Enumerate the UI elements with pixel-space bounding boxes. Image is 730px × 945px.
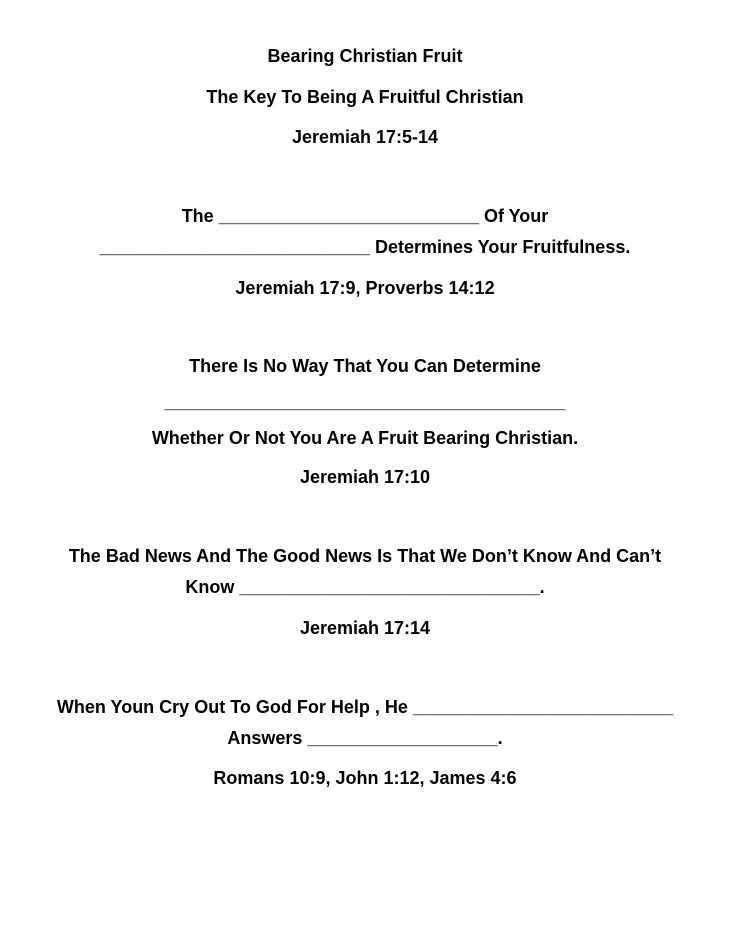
section-3-line-1: The Bad News And The Good News Is That We Don’t Know And Can’t <box>68 546 662 566</box>
section-3-reference: Jeremiah 17:14 <box>299 618 431 638</box>
section-2-reference: Jeremiah 17:10 <box>299 467 431 487</box>
section-4-reference: Romans 10:9, John 1:12, James 4:6 <box>213 768 517 788</box>
section-2-line-1: There Is No Way That You Can Determine <box>189 356 541 376</box>
section-3-line-2: Know ______________________________. <box>185 577 545 597</box>
section-4-line-2: Answers ___________________. <box>227 728 503 748</box>
section-4-line-1: When Youn Cry Out To God For Help , He __________________________ <box>56 697 674 717</box>
worksheet-title: Bearing Christian Fruit <box>267 46 463 66</box>
section-2-line-3: Whether Or Not You Are A Fruit Bearing Christian. <box>151 428 579 448</box>
worksheet-reference: Jeremiah 17:5-14 <box>291 127 439 147</box>
worksheet-subtitle: The Key To Being A Fruitful Christian <box>206 87 524 107</box>
section-1-line-1: The __________________________ Of Your <box>181 206 549 226</box>
section-1-reference: Jeremiah 17:9, Proverbs 14:12 <box>235 278 495 298</box>
section-2-blank-line: ________________________________________ <box>164 392 566 412</box>
section-1-line-2: ___________________________ Determines Your Fruitfulness. <box>99 237 631 257</box>
